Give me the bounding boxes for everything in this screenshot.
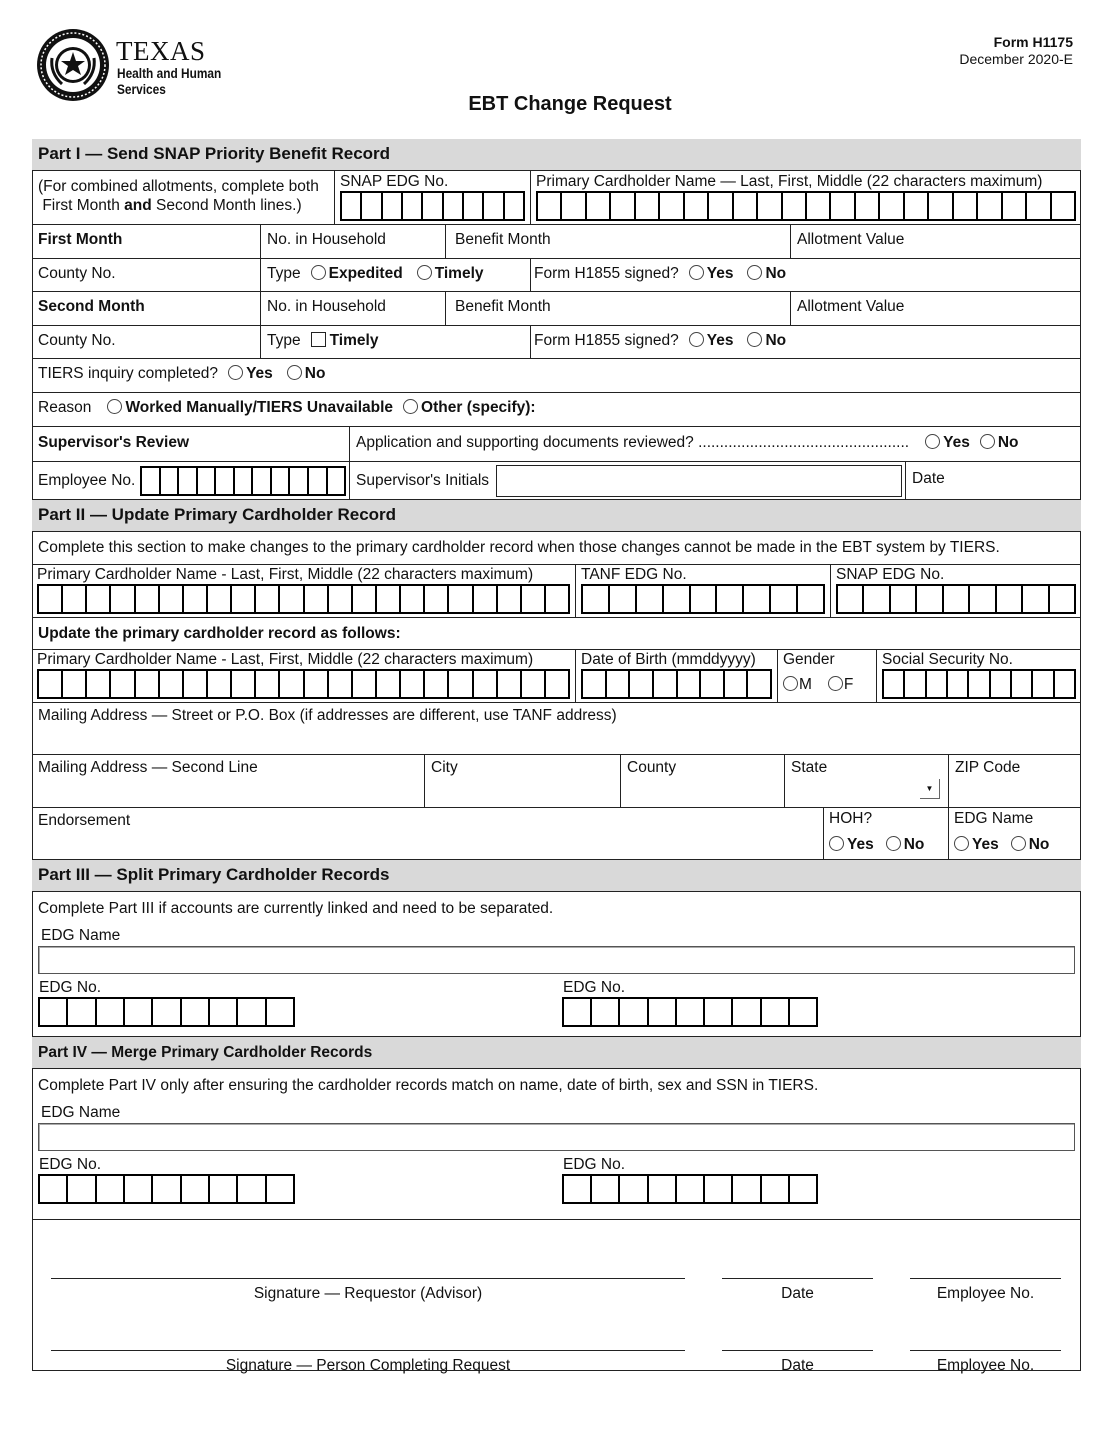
current-name-label: Primary Cardholder Name - Last, First, Middle (22 characters maximum) [37, 566, 534, 583]
edg-name-yes-radio[interactable] [954, 836, 969, 851]
second-county-row [32, 326, 1081, 359]
part2-current-row [32, 565, 1081, 618]
snap-edg-input[interactable] [340, 191, 525, 221]
part1-heading: Part I — Send SNAP Priority Benefit Record [32, 139, 1081, 171]
signature-requestor-field[interactable]: Signature — Requestor (Advisor) [51, 1278, 685, 1303]
first-month-row [32, 225, 1081, 259]
cardholder-name-cell [531, 171, 1081, 224]
no-label: No [997, 434, 1019, 451]
second-allotment-field[interactable]: Allotment Value [797, 298, 905, 315]
first-county-row [32, 259, 1081, 292]
docs-no-radio[interactable] [980, 434, 995, 449]
signature-requestor-date-field[interactable]: Date [722, 1278, 873, 1303]
part4-edg-no-1-input[interactable] [38, 1174, 295, 1204]
cardholder-name-label: Primary Cardholder Name — Last, First, Middle (22 characters maximum) [536, 173, 1043, 190]
note-and: and [124, 197, 152, 214]
edg-name-yn-cell [949, 808, 1081, 859]
cardholder-name-input[interactable] [536, 191, 1076, 221]
supervisor-initials-input[interactable] [496, 465, 902, 497]
tiers-inquiry-label: TIERS inquiry completed? [38, 365, 219, 382]
second-month-row [32, 292, 1081, 326]
dob-label: Date of Birth (mmddyyyy) [581, 651, 756, 668]
part2-heading: Part II — Update Primary Cardholder Record [32, 500, 1081, 532]
docs-reviewed-cell [350, 427, 1081, 461]
ssn-input[interactable] [882, 669, 1076, 699]
part4-instructions: Complete Part IV only after ensuring the cardholder records match on name, date of birth, sex and SSN in TIERS. [38, 1077, 819, 1094]
part4-edg-name-input[interactable] [38, 1123, 1075, 1151]
first-household-field[interactable]: No. in Household [261, 225, 446, 258]
supervisor-initials-label: Supervisor's Initials [356, 471, 490, 489]
no-label: No [903, 836, 925, 853]
tanf-edg-label: TANF EDG No. [581, 566, 687, 583]
hoh-cell [824, 808, 949, 859]
endorsement-row [32, 808, 1081, 860]
second-type-cell [261, 326, 531, 358]
no-label: No [304, 365, 326, 382]
city-field[interactable]: City [425, 755, 621, 807]
logo-line-2: Health and Human [117, 66, 222, 81]
h1855-label: Form H1855 signed? [534, 265, 679, 282]
part3-heading: Part III — Split Primary Cardholder Records [32, 860, 1081, 892]
part3-edg-no-2-input[interactable] [562, 997, 818, 1027]
snap-edg2-cell [831, 565, 1081, 617]
part1-id-row [32, 171, 1081, 225]
yes-label: Yes [847, 836, 874, 853]
docs-reviewed-label: Application and supporting documents reviewed? ................................................. [356, 434, 910, 451]
employee-no-input[interactable] [140, 466, 346, 496]
current-name-cell [32, 565, 576, 617]
no-label: No [765, 265, 787, 282]
reason-row [32, 393, 1081, 427]
new-name-cell [32, 650, 576, 702]
part4-heading: Part IV — Merge Primary Cardholder Records [32, 1037, 1081, 1069]
expedited-label: Expedited [328, 265, 403, 282]
tiers-inquiry-row [32, 359, 1081, 393]
employee-no-label: Employee No. [38, 471, 136, 489]
no-label: No [1028, 836, 1050, 853]
timely-checkbox[interactable] [311, 332, 326, 347]
new-name-input[interactable] [37, 669, 570, 699]
part3-edg-name-input[interactable] [38, 946, 1075, 974]
second-benefit-month-field[interactable]: Benefit Month [446, 292, 791, 325]
dob-input[interactable] [581, 669, 772, 699]
logo-line-3: Services [117, 82, 166, 97]
docs-yes-radio[interactable] [925, 434, 940, 449]
employee-no-cell [32, 462, 350, 499]
new-name-label: Primary Cardholder Name - Last, First, Middle (22 characters maximum) [37, 651, 534, 668]
signature-completer-field[interactable]: Signature — Person Completing Request [51, 1350, 685, 1375]
part4-edg-no-2-input[interactable] [562, 1174, 818, 1204]
ssn-cell [877, 650, 1081, 702]
h1855-yes-radio[interactable] [689, 265, 704, 280]
tanf-edg-cell [576, 565, 831, 617]
yes-label: Yes [246, 365, 273, 382]
supervisor-initials-cell [350, 462, 906, 499]
mailing-address-1-field[interactable]: Mailing Address — Street or P.O. Box (if addresses are different, use TANF address) [32, 703, 1081, 755]
state-label: State [791, 759, 828, 776]
employee-row [32, 462, 1081, 500]
type-label: Type [267, 265, 301, 282]
timely-label: Timely [329, 332, 379, 349]
edg-name-no-radio[interactable] [1011, 836, 1026, 851]
type-label: Type [267, 332, 301, 349]
form-identifier [959, 34, 1073, 68]
part4-edg-no-2-label: EDG No. [563, 1156, 626, 1173]
yes-label: Yes [706, 332, 734, 349]
part3-edg-no-1-label: EDG No. [39, 979, 102, 996]
timely-label: Timely [434, 265, 484, 282]
note-line-1: (For combined allotments, complete both [38, 178, 319, 195]
second-h1855-cell [531, 326, 1081, 358]
part3-edg-no-1-input[interactable] [38, 997, 295, 1027]
part3-edg-name-label: EDG Name [41, 927, 121, 944]
first-month-label: First Month [32, 225, 261, 258]
h1855-no-radio[interactable] [747, 265, 762, 280]
yes-label: Yes [972, 836, 999, 853]
county-field[interactable]: County [621, 755, 785, 807]
part2-instructions: Complete this section to make changes to the primary cardholder record when those changes cannot be made in the EBT system by TIERS. [32, 532, 1081, 565]
reason-other-radio[interactable] [403, 399, 418, 414]
note-first-month: First Month [42, 197, 125, 214]
tanf-edg-input[interactable] [581, 584, 825, 614]
h1855-label: Form H1855 signed? [534, 332, 679, 349]
mailing-address-2-field[interactable]: Mailing Address — Second Line [32, 755, 425, 807]
gender-m-label: M [799, 676, 812, 693]
part3-body [32, 892, 1081, 1037]
yes-label: Yes [706, 265, 734, 282]
reason-manual-label: Worked Manually/TIERS Unavailable [125, 399, 394, 416]
gender-f-label: F [843, 676, 854, 693]
state-dropdown-arrow-icon[interactable]: ▼ [920, 779, 940, 799]
note-second-month: Second Month lines.) [151, 197, 302, 214]
second-month-label: Second Month [32, 292, 261, 325]
dob-cell [576, 650, 778, 702]
reason-label: Reason [38, 399, 92, 416]
hoh-yes-radio[interactable] [829, 836, 844, 851]
h1855-no-radio[interactable] [747, 332, 762, 347]
edg-name-label: EDG Name [954, 810, 1034, 827]
reason-manual-radio[interactable] [107, 399, 122, 414]
first-allotment-field[interactable]: Allotment Value [797, 231, 905, 248]
form-date: December 2020-E [959, 51, 1073, 67]
snap-edg-cell [335, 171, 531, 224]
second-household-field[interactable]: No. in Household [261, 292, 446, 325]
zip-field[interactable]: ZIP Code [955, 759, 1021, 776]
signature-requestor-employee-field[interactable]: Employee No. [910, 1278, 1061, 1303]
part3-instructions: Complete Part III if accounts are currently linked and need to be separated. [38, 900, 554, 917]
part3-edg-no-2-label: EDG No. [563, 979, 626, 996]
first-h1855-cell [531, 259, 1081, 291]
yes-label: Yes [943, 434, 970, 451]
supervisor-review-label: Supervisor's Review [32, 427, 350, 461]
snap-edg-label: SNAP EDG No. [340, 173, 449, 190]
logo-texas-text: TEXAS [116, 36, 206, 66]
first-county-field[interactable]: County No. [32, 259, 261, 291]
part4-body [32, 1069, 1081, 1220]
part4-edg-no-1-label: EDG No. [39, 1156, 102, 1173]
second-county-field[interactable]: County No. [32, 326, 261, 358]
expedited-radio[interactable] [311, 265, 326, 280]
gender-m-radio[interactable] [783, 676, 798, 691]
address-row-2 [32, 755, 1081, 808]
signature-completer-employee-field[interactable]: Employee No. [910, 1350, 1061, 1375]
tiers-no-radio[interactable] [287, 365, 302, 380]
update-heading: Update the primary cardholder record as follows: [32, 618, 1081, 650]
endorsement-field[interactable]: Endorsement [32, 808, 824, 859]
part4-edg-name-label: EDG Name [41, 1104, 121, 1121]
first-benefit-month-field[interactable]: Benefit Month [446, 225, 791, 258]
texas-seal-icon [36, 28, 110, 102]
state-select[interactable] [785, 755, 949, 807]
reason-other-label: Other (specify): [421, 399, 536, 416]
gender-cell [778, 650, 877, 702]
gender-label: Gender [783, 651, 835, 668]
combined-allotments-note [32, 171, 335, 224]
first-type-cell [261, 259, 531, 291]
supervisor-review-row [32, 427, 1081, 462]
hoh-label: HOH? [829, 810, 873, 827]
hoh-no-radio[interactable] [886, 836, 901, 851]
no-label: No [765, 332, 787, 349]
timely-radio[interactable] [417, 265, 432, 280]
form-number: Form H1175 [993, 34, 1073, 50]
h1855-yes-radio[interactable] [689, 332, 704, 347]
snap-edg2-label: SNAP EDG No. [836, 566, 945, 583]
tiers-yes-radio[interactable] [228, 365, 243, 380]
supervisor-date-field[interactable]: Date [912, 470, 945, 487]
snap-edg2-input[interactable] [836, 584, 1076, 614]
ssn-label: Social Security No. [882, 651, 1013, 668]
signature-completer-date-field[interactable]: Date [722, 1350, 873, 1375]
part2-new-row [32, 650, 1081, 703]
gender-f-radio[interactable] [828, 676, 843, 691]
page-title: EBT Change Request [468, 93, 672, 115]
current-name-input[interactable] [37, 584, 570, 614]
